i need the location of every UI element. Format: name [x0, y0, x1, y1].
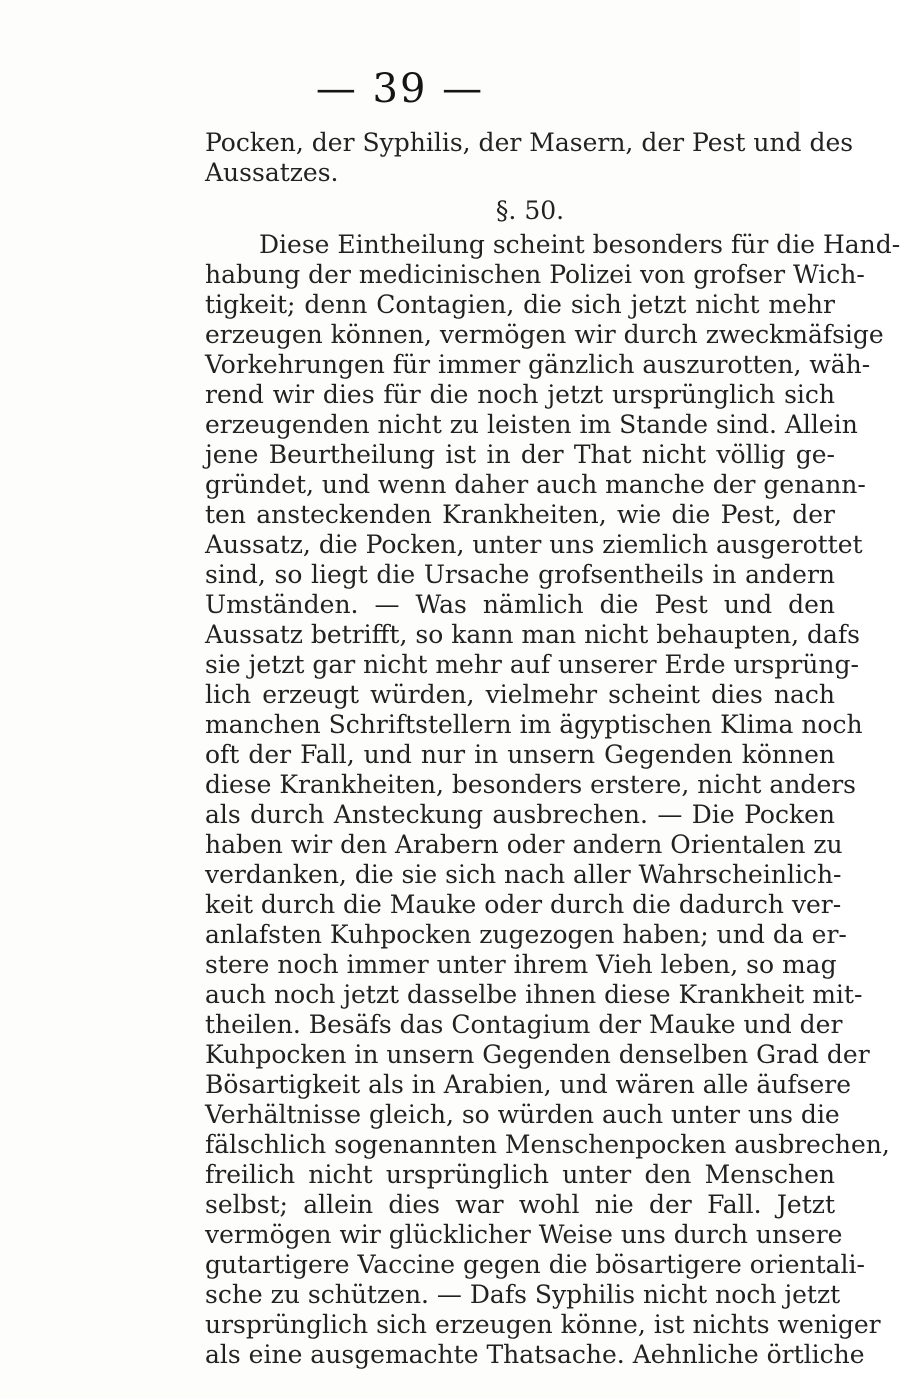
paragraph-line: sie jetzt gar nicht mehr auf unserer Erde ursprüng-	[205, 650, 859, 679]
paragraph-line: jene Beurtheilung ist in der That nicht völlig ge-	[205, 440, 835, 469]
paragraph-line: als eine ausgemachte Thatsache. Aehnliche örtliche	[205, 1340, 865, 1369]
paragraph-line: sche zu schützen. — Dafs Syphilis nicht noch jetzt	[205, 1280, 841, 1309]
paragraph-line: fälschlich sogenannten Menschenpocken ausbrechen,	[205, 1130, 890, 1159]
paragraph-line: ursprünglich sich erzeugen könne, ist nichts weniger	[205, 1310, 881, 1339]
page-number: — 39 —	[315, 66, 485, 112]
paragraph-line: auch noch jetzt dasselbe ihnen diese Krankheit mit-	[205, 980, 863, 1009]
paragraph-line: ten ansteckenden Krankheiten, wie die Pest, der	[205, 500, 835, 529]
section-heading: §. 50.	[495, 196, 565, 225]
paragraph-line: freilich nicht ursprünglich unter den Menschen	[205, 1160, 835, 1189]
paragraph-line: keit durch die Mauke oder durch die dadurch ver-	[205, 890, 842, 919]
intro-line: Pocken, der Syphilis, der Masern, der Pest und des	[205, 128, 854, 157]
paragraph-line: lich erzeugt würden, vielmehr scheint dies nach	[205, 680, 835, 709]
paragraph-line: anlafsten Kuhpocken zugezogen haben; und da er-	[205, 920, 847, 949]
paragraph-line: selbst; allein dies war wohl nie der Fall. Jetzt	[205, 1190, 835, 1219]
paragraph-line: tigkeit; denn Contagien, die sich jetzt nicht mehr	[205, 290, 835, 319]
paragraph-line: vermögen wir glücklicher Weise uns durch unsere	[205, 1220, 843, 1249]
paragraph-line: gründet, und wenn daher auch manche der genann-	[205, 470, 866, 499]
paragraph-line: oft der Fall, und nur in unsern Gegenden können	[205, 740, 835, 769]
paragraph-line: haben wir den Arabern oder andern Orientalen zu	[205, 830, 843, 859]
paragraph-line: Aussatz, die Pocken, unter uns ziemlich ausgerottet	[205, 530, 863, 559]
paragraph-line: Aussatz betrifft, so kann man nicht behaupten, dafs	[205, 620, 860, 649]
paragraph-line: Kuhpocken in unsern Gegenden denselben Grad der	[205, 1040, 870, 1069]
paragraph-line: diese Krankheiten, besonders erstere, nicht anders	[205, 770, 857, 799]
paragraph-line: rend wir dies für die noch jetzt ursprünglich sich	[205, 380, 835, 409]
paragraph-line: Vorkehrungen für immer gänzlich auszurotten, wäh-	[205, 350, 871, 379]
paragraph-line: habung der medicinischen Polizei von grofser Wich-	[205, 260, 865, 289]
intro-line: Aussatzes.	[205, 158, 339, 187]
paragraph-line: theilen. Besäfs das Contagium der Mauke und der	[205, 1010, 843, 1039]
paragraph-line: Bösartigkeit als in Arabien, und wären alle äufsere	[205, 1070, 852, 1099]
paragraph-line: Verhältnisse gleich, so würden auch unter uns die	[205, 1100, 840, 1129]
paragraph-line: Umständen. — Was nämlich die Pest und den	[205, 590, 835, 619]
paragraph-line: sind, so liegt die Ursache grofsentheils in andern	[205, 560, 835, 589]
paragraph-line: manchen Schriftstellern im ägyptischen Klima noch	[205, 710, 863, 739]
paragraph-line: erzeugenden nicht zu leisten im Stande sind. Allein	[205, 410, 858, 439]
paragraph-line: erzeugen können, vermögen wir durch zweckmäfsige	[205, 320, 884, 349]
page-text	[205, 128, 900, 1370]
paragraph-line: stere noch immer unter ihrem Vieh leben, so mag	[205, 950, 837, 979]
paragraph-line: verdanken, die sie sich nach aller Wahrscheinlich-	[205, 860, 842, 889]
paragraph-line: als durch Ansteckung ausbrechen. — Die Pocken	[205, 800, 835, 829]
paragraph-first-line: Diese Eintheilung scheint besonders für die Hand-	[259, 230, 900, 259]
paragraph-line: gutartigere Vaccine gegen die bösartigere orientali-	[205, 1250, 865, 1279]
